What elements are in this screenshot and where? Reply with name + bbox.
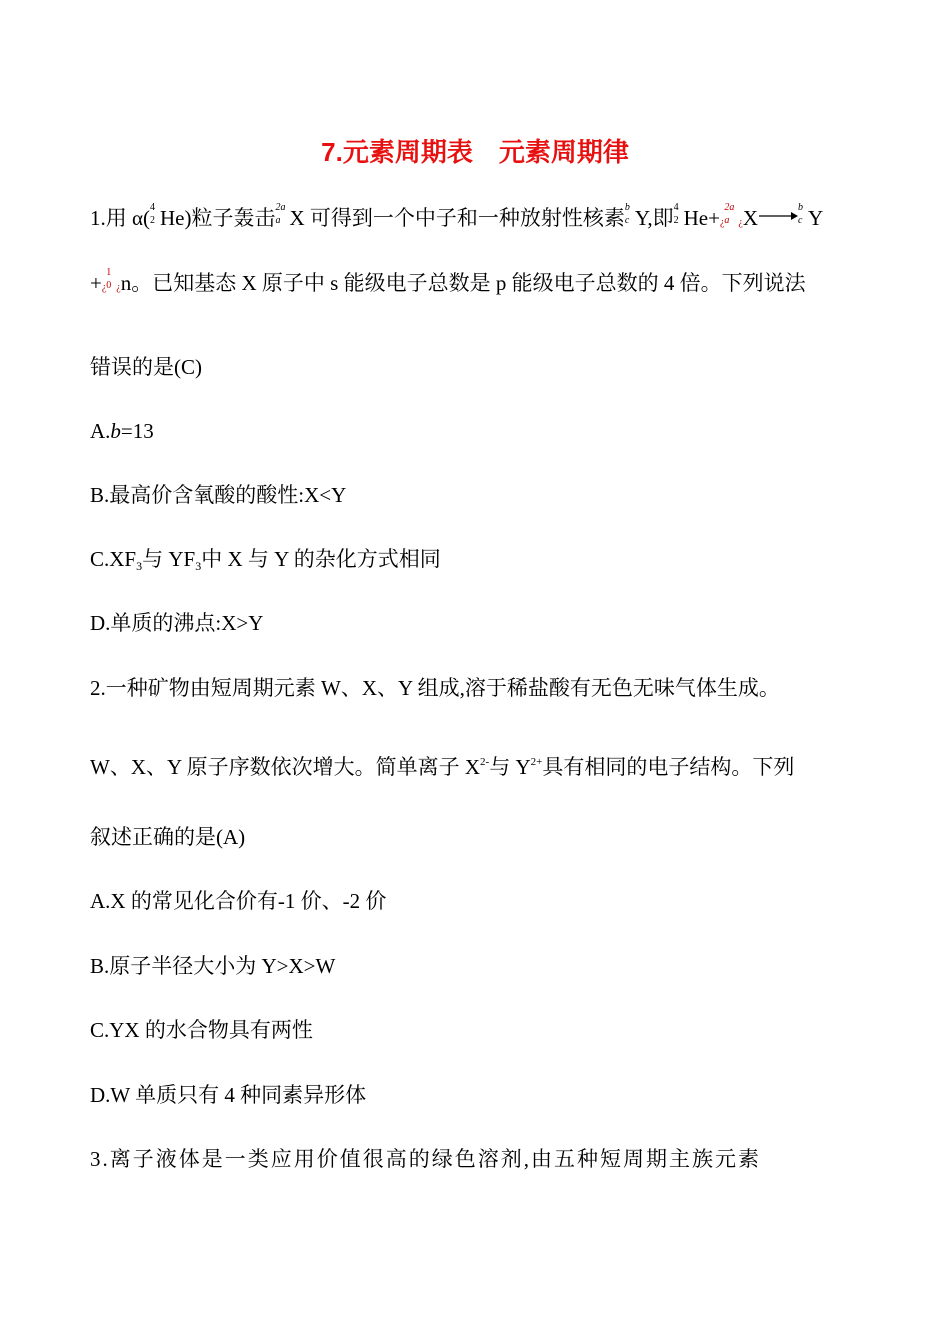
q1-option-a: A.b=13 bbox=[90, 419, 154, 443]
q2-option-a: A.X 的常见化合价有-1 价、-2 价 bbox=[90, 889, 387, 913]
he-nuclide-label-2: 4 2 bbox=[673, 202, 679, 226]
q1-option-c: $C.XF_3$与 $YF_3$中 X 与 Y 的杂化方式相同 bbox=[90, 547, 441, 573]
q1-text: X 可得到一个中子和一种放射性核素 bbox=[289, 206, 625, 230]
q1-text: Y,即 bbox=[634, 206, 674, 230]
q1-line-1 bbox=[90, 203, 823, 238]
q2-option-b: B.原子半径大小为 Y>X>W bbox=[90, 954, 336, 978]
plus-sign: + bbox=[90, 271, 102, 295]
q1-option-d: D.单质的沸点:X>Y bbox=[90, 611, 264, 635]
garbled-glyph: ¿ bbox=[738, 217, 743, 228]
q1-option-b: B.最高价含氧酸的酸性:X<Y bbox=[90, 483, 347, 507]
q1-line-3: 错误的是(C) bbox=[90, 355, 202, 379]
page-title: 7.元素周期表 元素周期律 bbox=[321, 137, 629, 167]
q1-line-2 bbox=[90, 268, 806, 303]
q1-text: X bbox=[742, 206, 759, 230]
q2-line-2: W、X、Y 原子序数依次增大。简单离子 $X^{2-}$与 $Y^{2+}$具有相同的电子结构。下列 bbox=[90, 755, 795, 779]
q2-line-1: 2.一种矿物由短周期元素 W、X、Y 组成,溶于稀盐酸有无色无味气体生成。 bbox=[90, 676, 780, 700]
q1-text: n。已知基态 X 原子中 s 能级电子总数是 p 能级电子总数的 4 倍。下列说法 bbox=[120, 271, 806, 295]
q3-line-1: 3.离子液体是一类应用价值很高的绿色溶剂,由五种短周期主族元素 bbox=[90, 1147, 761, 1171]
he-nuclide-label: 4 2 bbox=[150, 202, 155, 226]
x-nuclide-label-2: 2a a bbox=[724, 202, 735, 226]
y-nuclide-label-2: b c bbox=[798, 202, 804, 226]
garbled-glyph: ¿ bbox=[101, 282, 107, 293]
q2-option-d: D.W 单质只有 4 种同素异形体 bbox=[90, 1083, 367, 1107]
q1-text: He)粒子轰击 bbox=[160, 206, 276, 230]
neutron-nuclide-label: 1 0 bbox=[106, 267, 112, 291]
x-nuclide-label: 2a a bbox=[275, 202, 286, 226]
q1-text: He+ bbox=[683, 206, 720, 230]
garbled-glyph: ¿ bbox=[116, 282, 121, 293]
q1-text: 1.用 α( bbox=[90, 206, 150, 230]
reaction-arrow-icon bbox=[758, 209, 798, 223]
garbled-glyph: ¿ bbox=[719, 217, 725, 228]
y-nuclide-label: b c bbox=[624, 202, 630, 226]
q2-line-3: 叙述正确的是(A) bbox=[90, 825, 246, 849]
q1-text: Y bbox=[808, 206, 824, 230]
q2-option-c: C.YX 的水合物具有两性 bbox=[90, 1018, 313, 1042]
